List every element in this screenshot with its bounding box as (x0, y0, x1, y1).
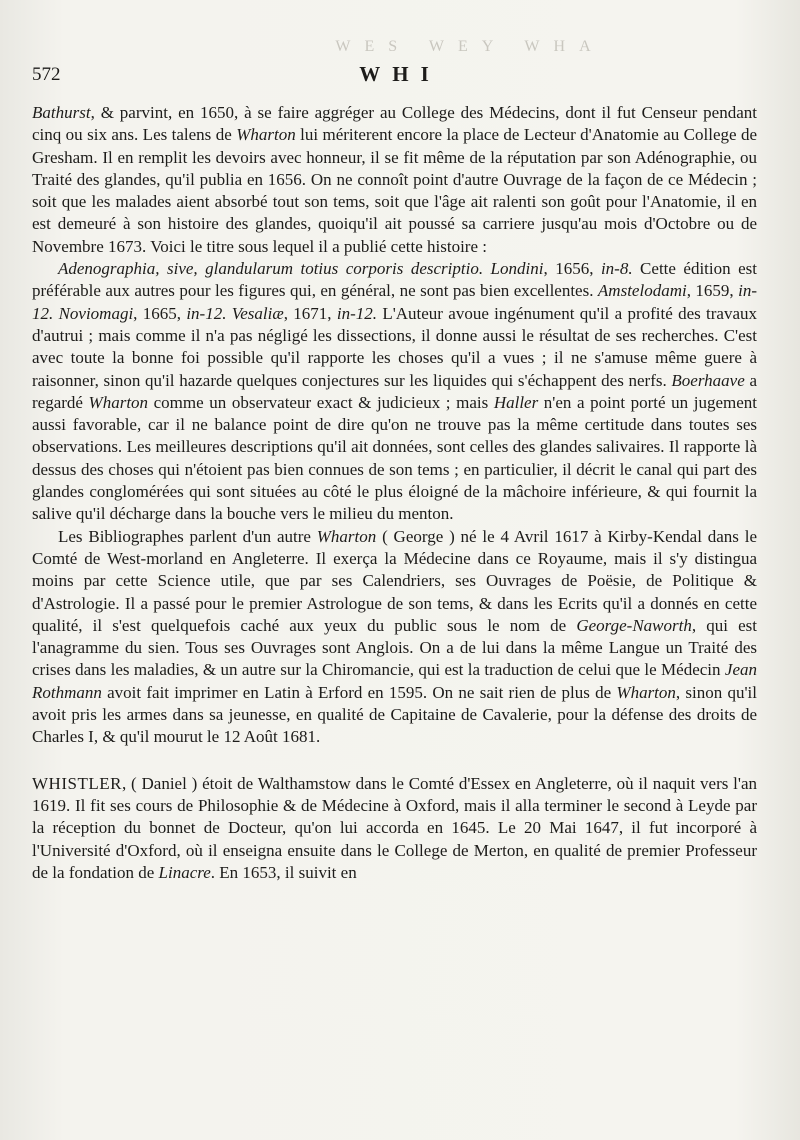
text-run: n'en a point porté un jugement aussi favorable, car il ne balance point de dire qu'on ne trouve pas la même certitude dans toutes ses observations. Les meilleures descriptions qu'il ait données, sont celles des glandes salivaires. Il rapporte là dessus des choses qui n'étoient pas bien connues de son tems ; en particulier, il décrit le canal qui part des glandes conglomérées qui sont situées au côté le plus éloigné de la mâchoire inférieure, & qui fournit la salive qu'il décharge dans la bouche vers le milieu du menton. (32, 392, 757, 524)
italic-place: Amstelodami (597, 281, 687, 301)
paragraph-3 (32, 526, 757, 749)
page-number: 572 (32, 64, 61, 85)
italic-place: in-12. Vesaliæ (186, 303, 284, 323)
text-run: , 1656, (543, 259, 601, 279)
text-run: lui mériterent encore la place de Lecteur d'Anatomie au College de Gresham. Il en remplit les devoirs avec honneur, il se fit même de la réputation par son Adénographie, ou Traité des glandes, qu'il publia en 1656. On ne connoît point d'autre Ouvrage de la façon de ce Médecin ; soit que les malades aient absorbé tout son tems, soit que l'âge ait ralenti son goût pour l'Anatomie, il en est demeuré à son histoire des glandes, quoiqu'il ait poussé sa carriere jusqu'au mois d'Octobre ou de Novembre 1673. Voici le titre sous lequel il a publié cette histoire : (32, 125, 758, 256)
text-run: , 1671, (283, 303, 337, 323)
text-run: , & parvint, en 1650, à se faire aggréger au College des Médecins, dont il fut Censeur pendant cinq ou six ans. Les talens de (32, 103, 757, 145)
body-text (32, 102, 757, 884)
text-run: ( George ) né le 4 Avril 1617 à Kirby-Kendal dans le Comté de West-morland en Angleterre. Il exerça la Médecine dans ce Royaume, mais il s'y distingua moins par cette Science utile, que par ses Calendriers, ses Ouvrages de Poësie, de Politique & d'Astrologie. Il a passé pour le premier Astrologue de son tems, & dans les Ecrits qu'il a donnés en cette qualité, il s'est quelquefois caché aux yeux du public sous le nom de (32, 526, 757, 635)
running-head: WHI (359, 62, 441, 86)
italic-format: in-8. (600, 259, 633, 279)
italic-title: Adenographia, sive, glandularum totius corporis descriptio. Londini (58, 259, 544, 279)
text-run: , 1665, (133, 303, 187, 323)
paragraph-1 (32, 102, 757, 258)
text-run: , sinon qu'il avoit pris les armes dans sa jeunesse, en qualité de Capitaine de Cavalerie, pour la défense des droits de Charles I, & qu'il mourut le 12 Août 1681. (32, 682, 757, 747)
italic-place: in-12. Noviomagi (32, 281, 757, 323)
paragraph-2 (32, 258, 757, 526)
italic-name: Jean Rothmann (32, 660, 757, 702)
text-run: , ( Daniel ) étoit de Walthamstow dans le Comté d'Essex en Angleterre, où il naquit vers l'an 1619. Il fit ses cours de Philosophie & de Médecine à Oxford, mais il alla terminer le second à Leyde par la réception du bonnet de Docteur, qu'on lui accorda en 1645. Le 20 Mai 1647, il fut incorporé à l'Université d'Oxford, où il enseigna ensuite dans le College de Merton, en qualité de premier Professeur de la fondation de (32, 773, 757, 882)
text-run: Cette édition est préférable aux autres pour les figures qui, en général, ne sont pas bien excellentes. (32, 259, 757, 301)
italic-name: George-Naworth (576, 615, 692, 635)
text-run: Les Bibliographes parlent d'un autre (58, 526, 317, 546)
text-run: a regardé (32, 370, 757, 412)
italic-name: Bathurst (32, 103, 91, 122)
italic-name: Boerhaave (671, 370, 745, 390)
italic-name: Wharton (236, 125, 296, 145)
text-run: comme un observateur exact & judicieux ; mais (148, 392, 494, 412)
italic-name: Wharton (88, 392, 149, 412)
italic-name: Wharton (316, 526, 377, 546)
entry-whistler (32, 773, 757, 884)
italic-format: in-12. (336, 303, 377, 323)
italic-name: Wharton (616, 682, 676, 702)
text-run: L'Auteur avoue ingénument qu'il a profité des travaux d'autrui ; mais comme il n'a pas négligé les dissections, il donne aussi le résultat de ses recherches. C'est avec toute la bonne foi possible qu'il rapporte les choses qu'il a vues ; il ne s'amuse même guere à raisonner, sinon qu'il hazarde quelques conjectures sur les liquides qui s'échappent des nerfs. (32, 303, 758, 390)
text-run: , qui est l'anagramme du sien. Tous ses Ouvrages sont Anglois. On a de lui dans la même Langue un Traité des crises dans les maladies, & un autre sur la Chiromancie, qui est la traduction de celui que le Médecin (32, 615, 757, 680)
entry-heading: WHISTLER (32, 773, 122, 793)
italic-name: Linacre (158, 862, 211, 882)
italic-name: Haller (493, 392, 539, 412)
text-run: . En 1653, il suivit en (210, 862, 357, 882)
text-run: , 1659, (686, 281, 739, 301)
bleed-through-header: WES WEY WHA (335, 38, 605, 55)
text-run: avoit fait imprimer en Latin à Erford en 1595. On ne sait rien de plus de (101, 682, 617, 702)
